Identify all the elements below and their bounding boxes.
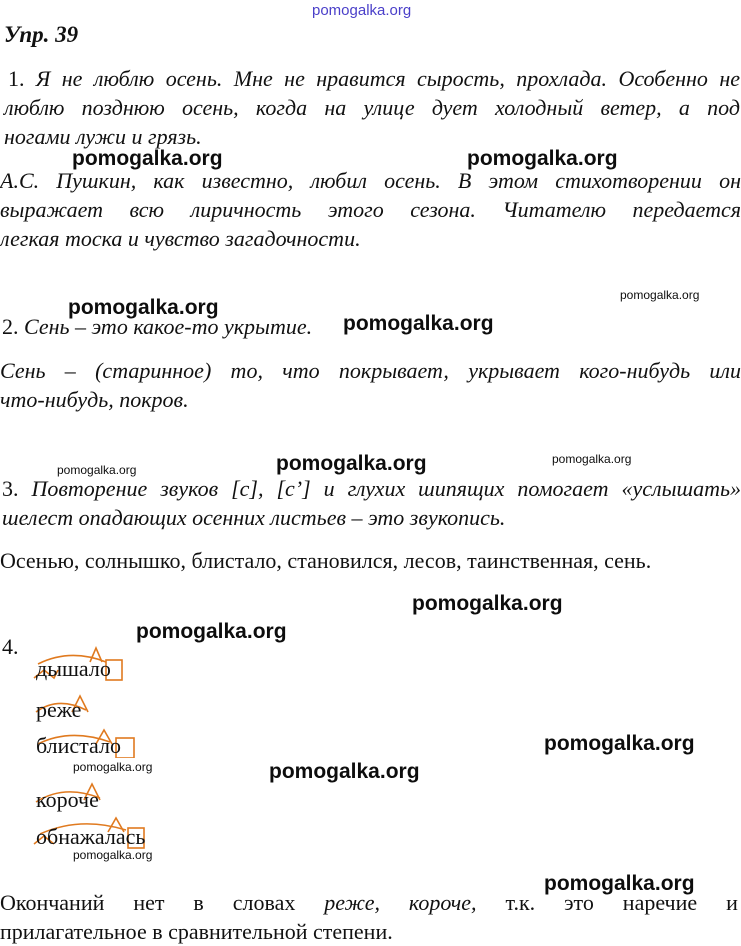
section-2-definition bbox=[0, 356, 741, 414]
conclusion-word: это bbox=[564, 890, 594, 915]
section-3-number: 3. bbox=[2, 476, 19, 501]
conclusion-word: короче, bbox=[408, 890, 477, 915]
watermark: pomogalka.org bbox=[73, 760, 153, 774]
watermark: pomogalka.org bbox=[57, 463, 137, 477]
section-1 bbox=[4, 64, 740, 151]
conclusion-word: в bbox=[193, 890, 204, 915]
section-1-paragraph-2 bbox=[0, 166, 741, 253]
conclusion-line-2: прилагательное в сравнительной степени. bbox=[0, 919, 393, 944]
word-obnazhalas: обнажалась bbox=[36, 824, 146, 849]
watermark: pomogalka.org bbox=[343, 312, 494, 335]
exercise-title: Упр. 39 bbox=[4, 22, 79, 47]
watermark-top: pomogalka.org bbox=[312, 2, 412, 19]
section-3 bbox=[2, 474, 741, 532]
conclusion-word: наречие bbox=[622, 890, 698, 915]
section-1-text: Я не люблю осень. Мне не нравится сырость, прохлада. Особенно не bbox=[35, 66, 740, 91]
word-rezhe: реже bbox=[36, 697, 82, 722]
section-1-number: 1. bbox=[8, 66, 25, 91]
conclusion-word: реже, bbox=[324, 890, 380, 915]
conclusion-word: словах bbox=[232, 890, 296, 915]
watermark: pomogalka.org bbox=[552, 452, 632, 466]
word-koroche: короче bbox=[36, 787, 99, 812]
conclusion-word: и bbox=[726, 890, 738, 915]
section-3-words: Осенью, солнышко, блистало, становился, лесов, таинственная, сень. bbox=[0, 548, 652, 573]
watermark: pomogalka.org bbox=[620, 288, 700, 302]
watermark: pomogalka.org bbox=[73, 848, 153, 862]
watermark: pomogalka.org bbox=[544, 732, 695, 755]
word-blistalo: блистало bbox=[36, 733, 121, 758]
watermark: pomogalka.org bbox=[412, 592, 563, 615]
word-dyshalo: дышало bbox=[36, 656, 111, 681]
para2-line-1: А.С. Пушкин, как известно, любил осень. В этом стихотворении он bbox=[0, 168, 741, 193]
section-2-line-1: Сень – (старинное) то, что покрывает, укрывает кого-нибудь или bbox=[0, 358, 741, 383]
section-2-number: 2. bbox=[2, 314, 19, 339]
conclusion-word: т.к. bbox=[505, 890, 536, 915]
section-3-text-1: Повторение звуков [с], [с’] и глухих шипящих помогает «услышать» bbox=[31, 476, 741, 501]
para2-line-3: легкая тоска и чувство загадочности. bbox=[0, 226, 361, 251]
section-3-line-2: шелест опадающих осенних листьев – это звукопись. bbox=[2, 505, 506, 530]
watermark: pomogalka.org bbox=[72, 147, 223, 170]
watermark: pomogalka.org bbox=[276, 452, 427, 475]
watermark: pomogalka.org bbox=[467, 147, 618, 170]
section-2-head-text: Сень – это какое-то укрытие. bbox=[24, 314, 313, 339]
conclusion bbox=[0, 888, 741, 946]
watermark: pomogalka.org bbox=[136, 620, 287, 643]
conclusion-word: Окончаний bbox=[0, 890, 105, 915]
section-3-line-1 bbox=[2, 474, 741, 503]
para2-line-2: выражает всю лиричность этого сезона. Читателю передается bbox=[0, 197, 741, 222]
conclusion-word: нет bbox=[133, 890, 165, 915]
section-1-line-1 bbox=[4, 64, 740, 93]
section-1-line-2: люблю позднюю осень, когда на улице дует холодный ветер, а под bbox=[4, 95, 740, 120]
watermark: pomogalka.org bbox=[544, 872, 695, 895]
section-4-number: 4. bbox=[2, 634, 19, 659]
watermark: pomogalka.org bbox=[269, 760, 420, 783]
section-1-line-3: ногами лужи и грязь. bbox=[4, 124, 202, 149]
section-2-line-2: что-нибудь, покров. bbox=[0, 387, 189, 412]
watermark: pomogalka.org bbox=[68, 296, 219, 319]
